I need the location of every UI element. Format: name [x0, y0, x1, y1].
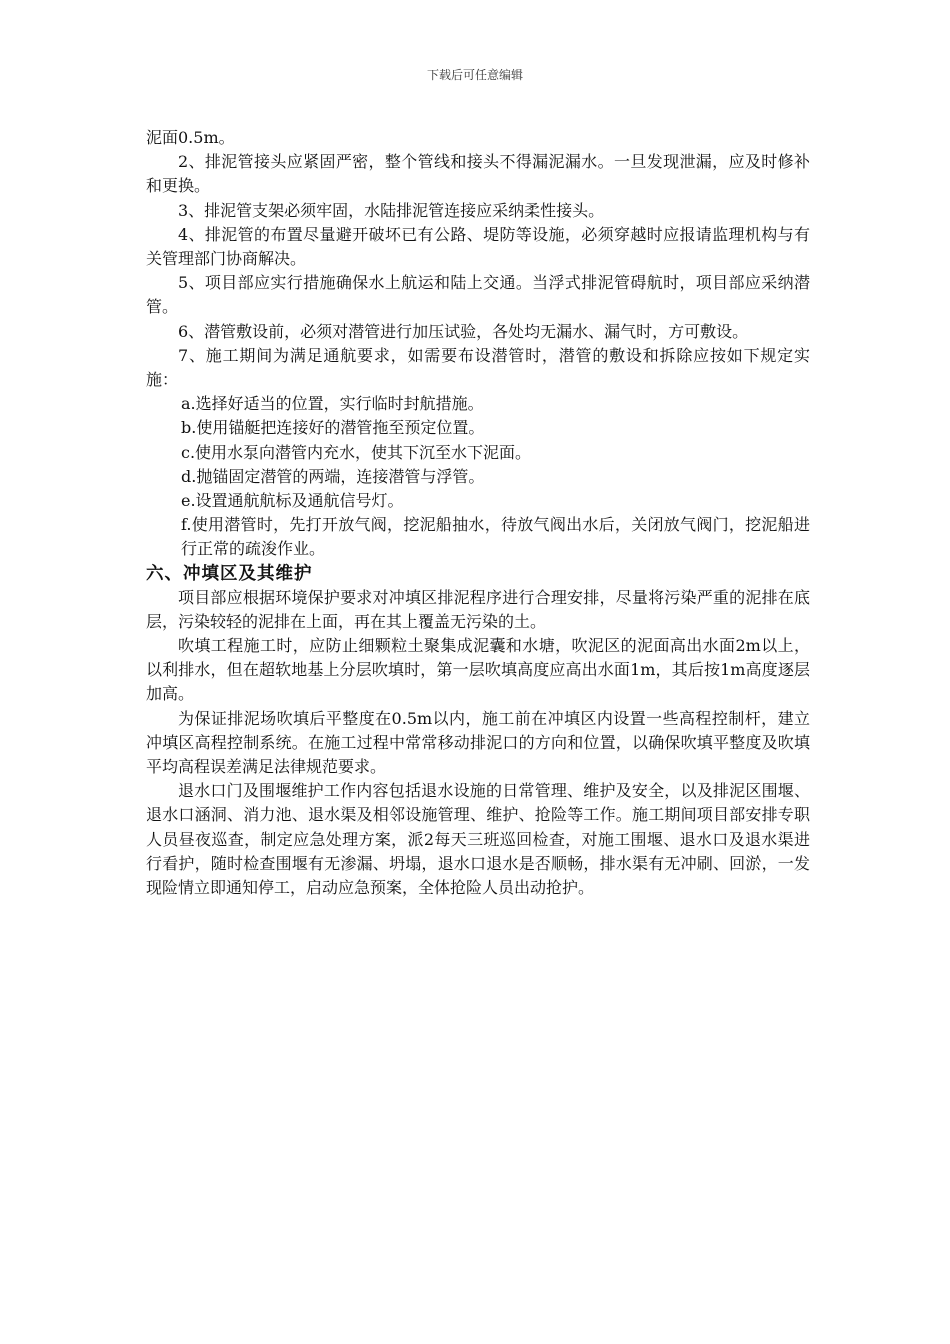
sub-item: e.设置通航航标及通航信号灯。 [181, 491, 404, 511]
list-item: 7、施工期间为满足通航要求，如需要布设潜管时，潜管的敷设和拆除应按如下规定实施： [146, 345, 810, 390]
page-header: 下载后可任意编辑 [426, 68, 523, 82]
paragraph: 泥面0.5m。 [146, 128, 235, 147]
sub-item: a.选择好适当的位置，实行临时封航措施。 [181, 394, 484, 414]
paragraph: 为保证排泥场吹填后平整度在0.5m以内，施工前在冲填区内设置一些高程控制杆，建立冲填区高程控制系统。在施工过程中常常移动排泥口的方向和位置，以确保吹填平整度及吹填平均高程误差满足法律规范要求。 [146, 708, 810, 777]
list-item: 2、排泥管接头应紧固严密，整个管线和接头不得漏泥漏水。一旦发现泄漏，应及时修补和更换。 [146, 152, 810, 196]
sub-item: d.抛锚固定潜管的两端，连接潜管与浮管。 [181, 466, 485, 486]
sub-item: c.使用水泵向潜管内充水，使其下沉至水下泥面。 [181, 442, 532, 462]
sub-item: b.使用锚艇把连接好的潜管拖至预定位置。 [181, 418, 485, 438]
list-item: 6、潜管敷设前，必须对潜管进行加压试验，各处均无漏水、漏气时，方可敷设。 [178, 321, 749, 341]
sub-item: f.使用潜管时，先打开放气阀，挖泥船抽水，待放气阀出水后，关闭放气阀门，挖泥船进行正常的疏浚作业。 [181, 515, 810, 559]
list-item: 3、排泥管支架必须牢固，水陆排泥管连接应采纳柔性接头。 [178, 200, 605, 220]
paragraph: 退水口门及围堰维护工作内容包括退水设施的日常管理、维护及安全，以及排泥区围堰、退水口涵洞、消力池、退水渠及相邻设施管理、维护、抢险等工作。施工期间项目部安排专职人员昼夜巡查，制定应急处理方案，派2每天三班巡回检查，对施工围堰、退水口及退水渠进行看护，随时检查围堰有无渗漏、坍塌，退水口退水是否顺畅，排水渠有无冲刷、回淤，一发现险情立即通知停工，启动应急预案，全体抢险人员出动抢护。 [146, 781, 810, 898]
paragraph: 吹填工程施工时，应防止细颗粒土聚集成泥囊和水塘，吹泥区的泥面高出水面2m以上，以利排水，但在超软地基上分层吹填时，第一层吹填高度应高出水面1m，其后按1m高度逐层加高。 [146, 636, 810, 704]
list-item: 5、项目部应实行措施确保水上航运和陆上交通。当浮式排泥管碍航时，项目部应采纳潜管。 [146, 273, 810, 317]
paragraph: 项目部应根据环境保护要求对冲填区排泥程序进行合理安排，尽量将污染严重的泥排在底层，污染较轻的泥排在上面，再在其上覆盖无污染的土。 [146, 587, 810, 631]
list-item: 4、排泥管的布置尽量避开破坏已有公路、堤防等设施，必须穿越时应报请监理机构与有关管理部门协商解决。 [146, 224, 810, 269]
section-title: 六、冲填区及其维护 [146, 563, 313, 584]
document-body [146, 126, 810, 900]
